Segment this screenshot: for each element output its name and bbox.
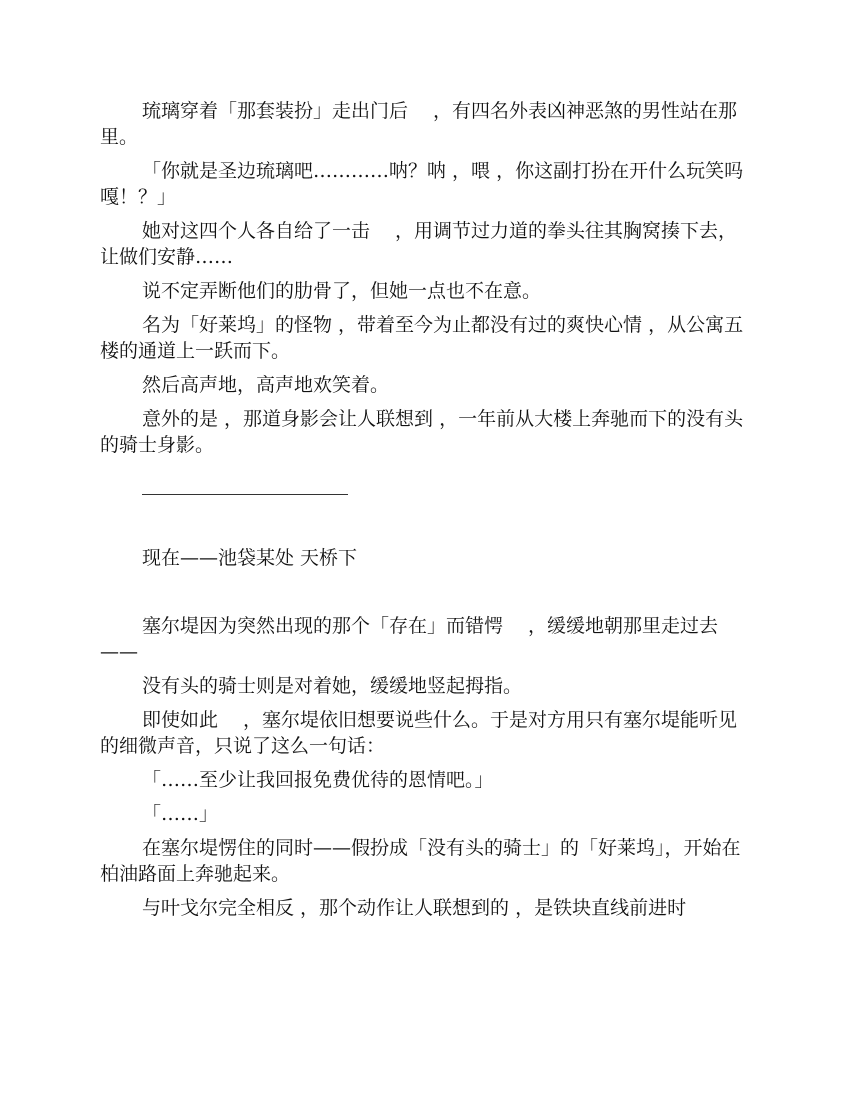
paragraph: 「……至少让我回报免费优待的恩情吧。」 [142, 769, 494, 791]
paragraph: 名为「好莱坞」的怪物 ，带着至今为止都没有过的爽快心情 ，从公寓五楼的通道上一跃而下。 [100, 314, 744, 362]
paragraph: 在塞尔堤愣住的同时——假扮成「没有头的骑士」的「好莱坞」，开始在柏油路面上奔驰起来。 [100, 837, 741, 885]
section-heading: 现在——池袋某处 天桥下 [142, 547, 358, 569]
paragraph: 「你就是圣边琉璃吧…………呐？呐 ，喂 ，你这副打扮在开什么玩笑吗嘎！？」 [100, 160, 744, 208]
paragraph: 然后高声地，高声地欢笑着。 [142, 374, 390, 396]
paragraph: 没有头的骑士则是对着她，缓缓地竖起拇指。 [142, 675, 523, 697]
section-divider [142, 494, 348, 495]
paragraph: 「……」 [142, 803, 219, 825]
paragraph: 即使如此 ，塞尔堤依旧想要说些什么。于是对方用只有塞尔堤能听见的细微声音，只说了这么一句话： [100, 709, 738, 757]
paragraph: 她对这四个人各自给了一击 ，用调节过力道的拳头往其胸窝揍下去，让做们安静…… [100, 220, 738, 268]
paragraph: 说不定弄断他们的肋骨了，但她一点也不在意。 [142, 280, 542, 302]
paragraph: 意外的是 ，那道身影会让人联想到 ，一年前从大楼上奔驰而下的没有头的骑士身影。 [100, 408, 744, 456]
body-text [100, 98, 748, 929]
paragraph: 与叶戈尔完全相反 ，那个动作让人联想到的 ，是铁块直线前进时 [142, 897, 687, 919]
paragraph: 塞尔堤因为突然出现的那个「存在」而错愕 ，缓缓地朝那里走过去—— [100, 615, 719, 663]
paragraph: 琉璃穿着「那套装扮」走出门后 ，有四名外表凶神恶煞的男性站在那里。 [100, 100, 738, 148]
spacer [100, 571, 748, 613]
